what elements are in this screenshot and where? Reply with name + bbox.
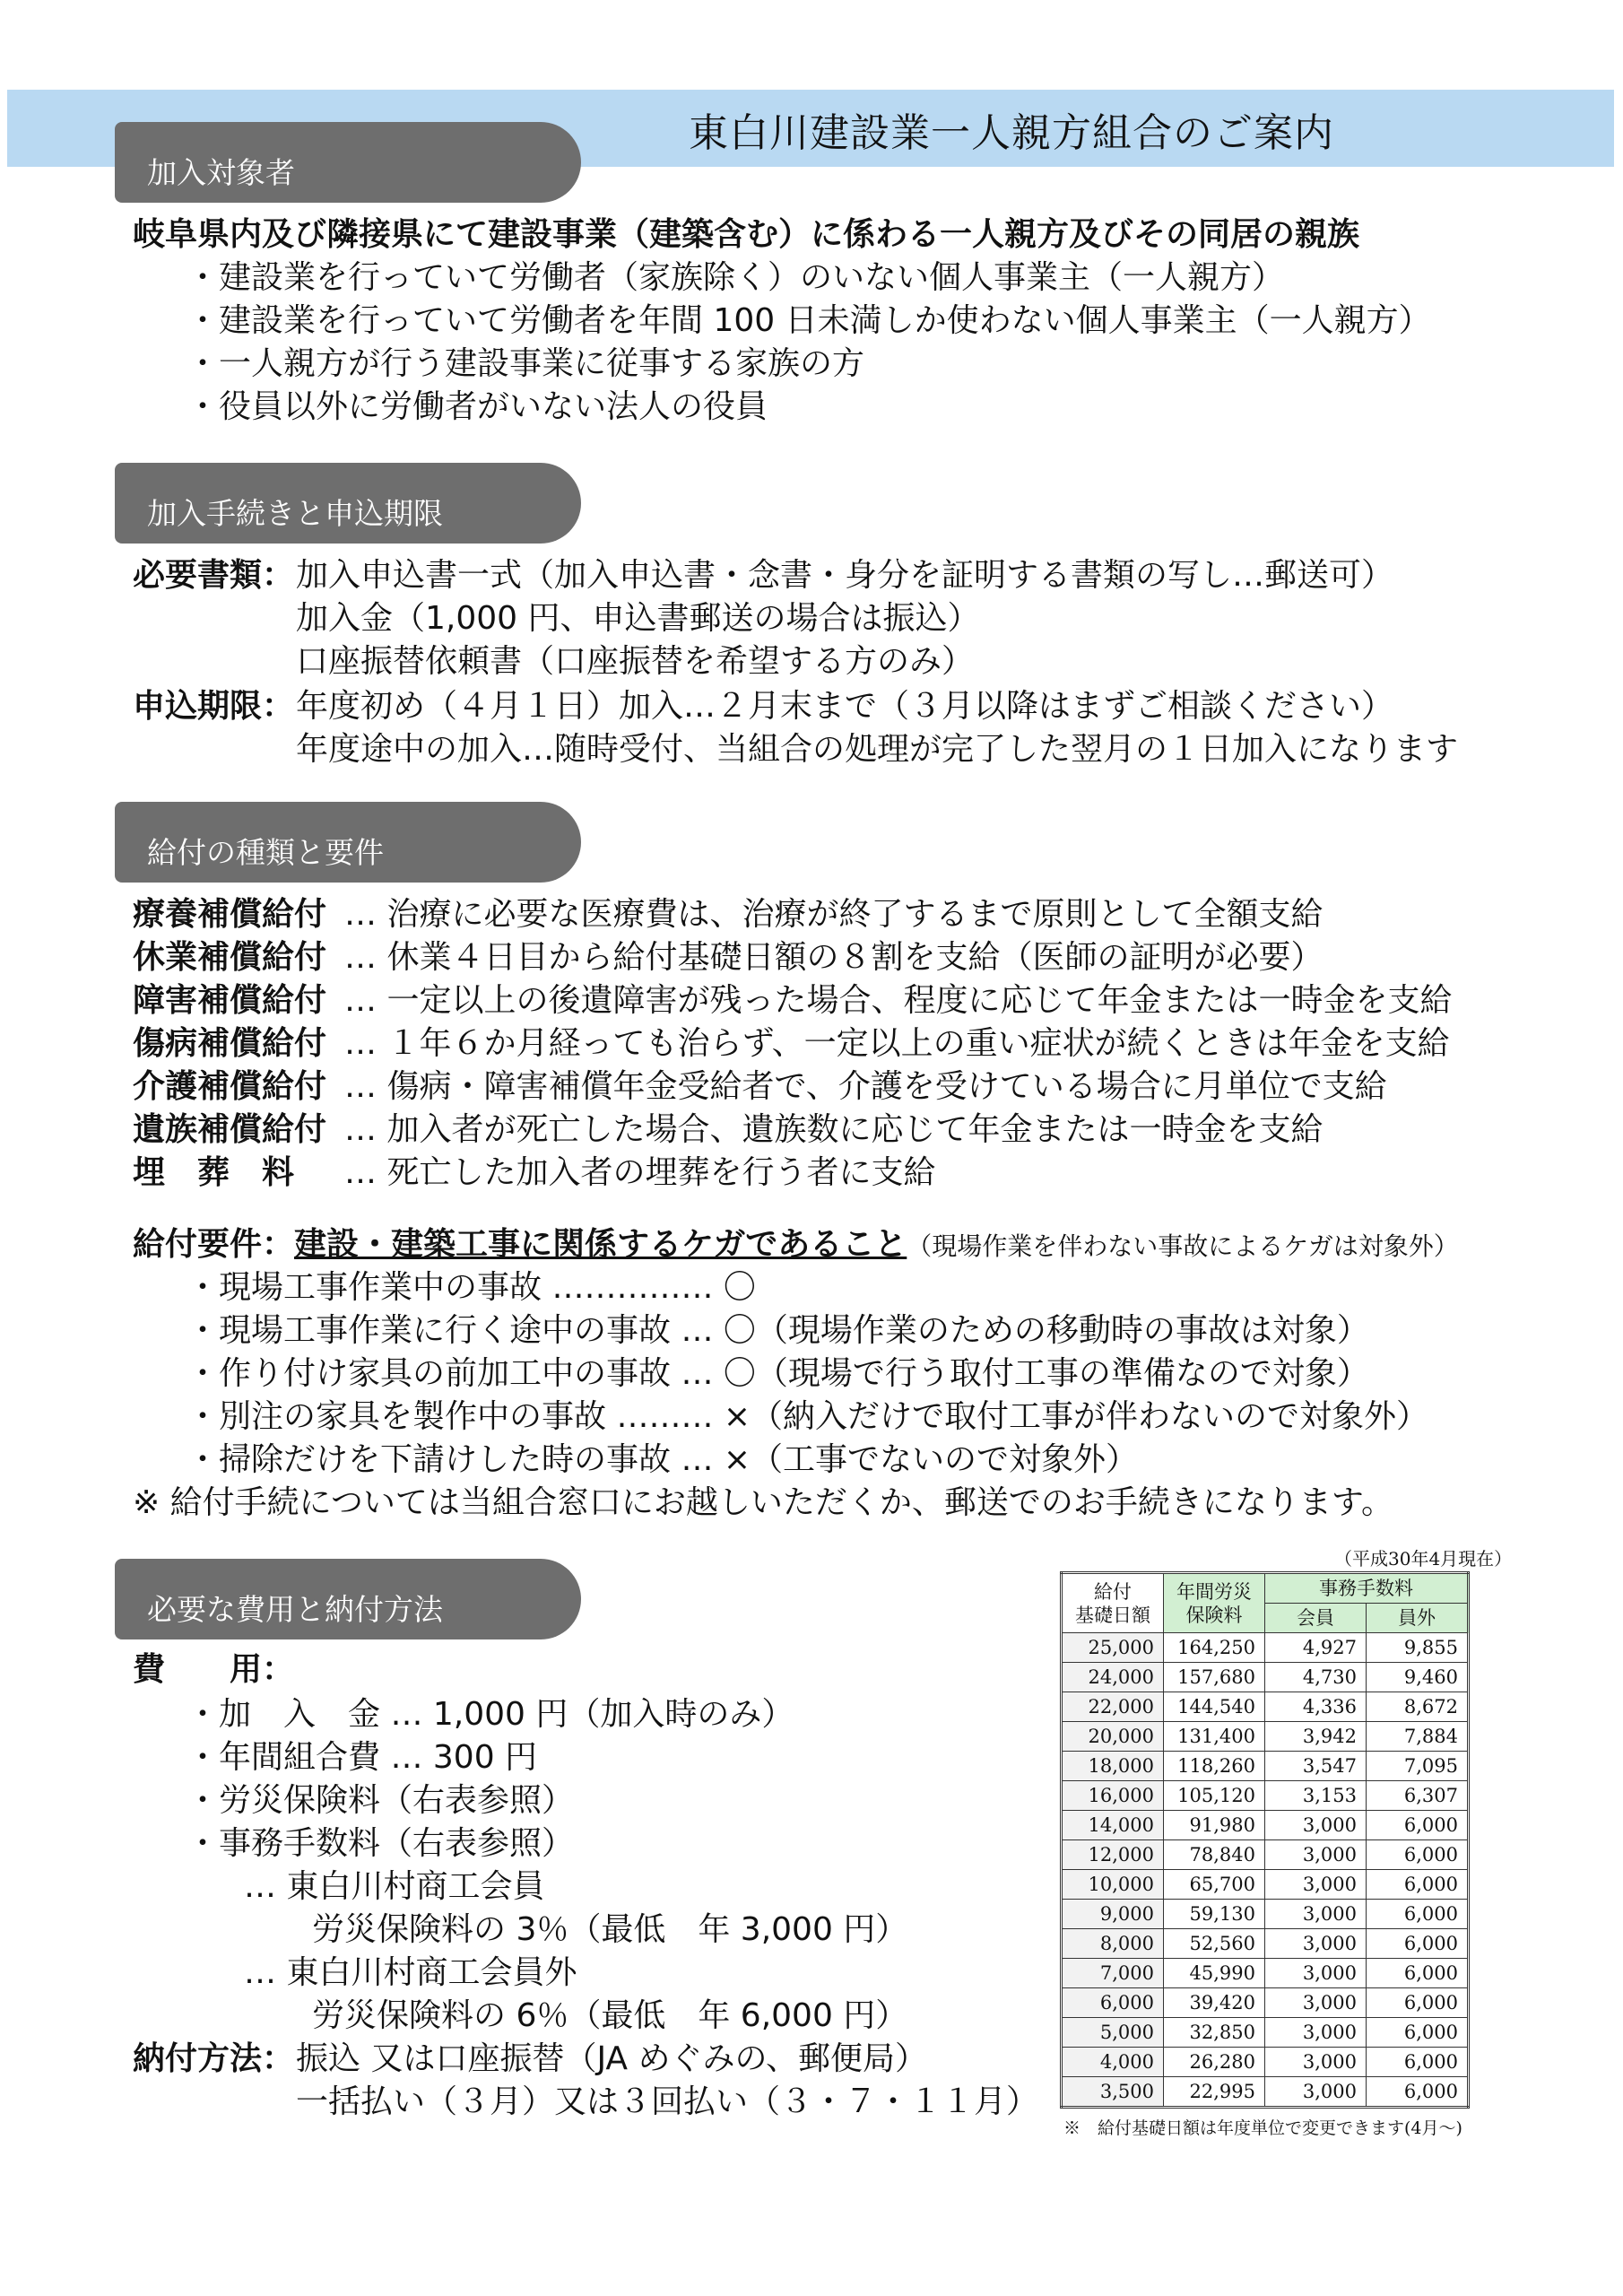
benefit-name: 介護補償給付 xyxy=(133,1068,327,1105)
section-heading-benefits: 給付の種類と要件 xyxy=(115,802,581,883)
table-footnote: ※ 給付基礎日額は年度単位で変更できます(4月～) xyxy=(1063,2118,1462,2138)
table-cell: 78,840 xyxy=(1164,1840,1265,1870)
eligibility-item: ・一人親方が行う建設事業に従事する家族の方 xyxy=(187,345,865,382)
table-row xyxy=(1062,2077,1469,2108)
page-title: 東白川建設業一人親方組合のご案内 xyxy=(689,110,1334,156)
table-row xyxy=(1062,1752,1469,1781)
cost-item: ・労災保険料（右表参照） xyxy=(187,1782,575,1819)
benefit-footnote: ※ 給付手続については当組合窓口にお越しいただくか、郵送でのお手続きになります。 xyxy=(133,1484,1394,1521)
table-cell: 6,000 xyxy=(1367,2048,1469,2077)
table-cell: 6,000 xyxy=(1367,1870,1469,1900)
member-rate: 労災保険料の 3％（最低 年 3,000 円） xyxy=(312,1911,908,1948)
benefit-desc: … 休業４日目から給付基礎日額の８割を支給（医師の証明が必要） xyxy=(344,939,1324,976)
benefit-desc: … 死亡した加入者の埋葬を行う者に支給 xyxy=(344,1154,936,1191)
cost-item: ・事務手数料（右表参照） xyxy=(187,1825,575,1862)
fee-table-body xyxy=(1062,1633,1469,2108)
table-cell: 6,000 xyxy=(1062,1988,1164,2018)
cost-item: ・加 入 金 … 1,000 円（加入時のみ） xyxy=(187,1696,794,1733)
table-cell: 8,672 xyxy=(1367,1692,1469,1722)
table-row xyxy=(1062,2048,1469,2077)
table-cell: 52,560 xyxy=(1164,1929,1265,1959)
table-cell: 91,980 xyxy=(1164,1811,1265,1840)
table-row xyxy=(1062,1692,1469,1722)
benefit-name: 休業補償給付 xyxy=(133,939,327,976)
eligibility-item: ・建設業を行っていて労働者を年間 100 日未満しか使わない個人事業主（一人親方） xyxy=(187,302,1431,339)
section-heading-procedure: 加入手続きと申込期限 xyxy=(115,463,581,544)
table-cell: 9,460 xyxy=(1367,1663,1469,1692)
table-cell: 18,000 xyxy=(1062,1752,1164,1781)
table-row xyxy=(1062,1900,1469,1929)
benefit-desc: … １年６か月経っても治らず、一定以上の重い症状が続くときは年金を支給 xyxy=(344,1025,1450,1062)
table-cell: 131,400 xyxy=(1164,1722,1265,1752)
fee-table xyxy=(1060,1571,1470,2109)
table-cell: 118,260 xyxy=(1164,1752,1265,1781)
doc-line: 加入申込書一式（加入申込書・念書・身分を証明する書類の写し…郵送可） xyxy=(296,557,1394,594)
table-cell: 26,280 xyxy=(1164,2048,1265,2077)
table-cell: 6,000 xyxy=(1367,1959,1469,1988)
table-cell: 4,336 xyxy=(1265,1692,1367,1722)
table-cell: 7,884 xyxy=(1367,1722,1469,1752)
table-cell: 8,000 xyxy=(1062,1929,1164,1959)
header-member: 会員 xyxy=(1265,1604,1367,1633)
requirement-example: ・現場工事作業中の事故 …………… 〇 xyxy=(187,1269,756,1306)
nonmember-rate: 労災保険料の 6％（最低 年 6,000 円） xyxy=(312,1997,908,2034)
table-cell: 14,000 xyxy=(1062,1811,1164,1840)
requirement-label: 給付要件： xyxy=(133,1226,295,1263)
section-heading-costs: 必要な費用と納付方法 xyxy=(115,1559,581,1639)
table-cell: 3,000 xyxy=(1265,1840,1367,1870)
table-row xyxy=(1062,1929,1469,1959)
table-row xyxy=(1062,1988,1469,2018)
requirement-note: （現場作業を伴わない事故によるケガは対象外） xyxy=(907,1231,1459,1261)
table-row xyxy=(1062,2018,1469,2048)
table-cell: 6,000 xyxy=(1367,1900,1469,1929)
table-cell: 3,000 xyxy=(1265,2018,1367,2048)
deadline-label: 申込期限： xyxy=(133,688,295,725)
table-cell: 10,000 xyxy=(1062,1870,1164,1900)
doc-line: 加入金（1,000 円、申込書郵送の場合は振込） xyxy=(296,600,980,637)
table-cell: 5,000 xyxy=(1062,2018,1164,2048)
table-cell: 3,000 xyxy=(1265,1900,1367,1929)
table-cell: 6,000 xyxy=(1367,2018,1469,2048)
table-cell: 7,000 xyxy=(1062,1959,1164,1988)
payment-line: 一括払い（３月）又は３回払い（３・７・１１月） xyxy=(296,2083,1039,2120)
table-cell: 39,420 xyxy=(1164,1988,1265,2018)
requirement-example: ・現場工事作業に行く途中の事故 … 〇（現場作業のための移動時の事故は対象） xyxy=(187,1312,1369,1349)
payment-line: 振込 又は口座振替（JA めぐみの、郵便局） xyxy=(296,2040,928,2077)
table-cell: 3,547 xyxy=(1265,1752,1367,1781)
table-cell: 20,000 xyxy=(1062,1722,1164,1752)
benefit-name: 遺族補償給付 xyxy=(133,1111,327,1148)
table-row xyxy=(1062,1811,1469,1840)
benefit-desc: … 傷病・障害補償年金受給者で、介護を受けている場合に月単位で支給 xyxy=(344,1068,1387,1105)
member-label: … 東白川村商工会員 xyxy=(244,1868,545,1905)
table-row xyxy=(1062,1633,1469,1663)
requirement-example: ・別注の家具を製作中の事故 ……… ×（納入だけで取付工事が伴わないので対象外） xyxy=(187,1398,1429,1435)
doc-line: 口座振替依頼書（口座振替を希望する方のみ） xyxy=(296,643,975,680)
benefit-desc: … 治療に必要な医療費は、治療が終了するまで原則として全額支給 xyxy=(344,896,1324,933)
deadline-line: 年度初め（４月１日）加入…２月末まで（３月以降はまずご相談ください） xyxy=(296,688,1394,725)
table-cell: 9,855 xyxy=(1367,1633,1469,1663)
table-cell: 59,130 xyxy=(1164,1900,1265,1929)
table-row xyxy=(1062,1722,1469,1752)
header-admin-fee: 事務手数料 xyxy=(1265,1573,1469,1604)
section-heading-eligibility: 加入対象者 xyxy=(115,122,581,203)
eligibility-lead: 岐阜県内及び隣接県にて建設事業（建築含む）に係わる一人親方及びその同居の親族 xyxy=(133,216,1360,253)
requirement-main: 建設・建築工事に関係するケガであること xyxy=(294,1226,907,1263)
table-row xyxy=(1062,1663,1469,1692)
benefit-desc: … 一定以上の後遺障害が残った場合、程度に応じて年金または一時金を支給 xyxy=(344,982,1453,1019)
table-cell: 3,000 xyxy=(1265,1811,1367,1840)
requirement-example: ・掃除だけを下請けした時の事故 … ×（工事でないので対象外） xyxy=(187,1441,1139,1478)
docs-label: 必要書類： xyxy=(133,557,295,594)
nonmember-label: … 東白川村商工会員外 xyxy=(244,1954,577,1991)
table-row xyxy=(1062,1840,1469,1870)
table-cell: 22,000 xyxy=(1062,1692,1164,1722)
header-annual-premium: 年間労災 保険料 xyxy=(1164,1573,1265,1633)
table-cell: 164,250 xyxy=(1164,1633,1265,1663)
table-cell: 6,000 xyxy=(1367,2077,1469,2108)
requirement-example: ・作り付け家具の前加工中の事故 … 〇（現場で行う取付工事の準備なので対象） xyxy=(187,1355,1369,1392)
table-row xyxy=(1062,1781,1469,1811)
table-cell: 6,000 xyxy=(1367,1840,1469,1870)
table-cell: 9,000 xyxy=(1062,1900,1164,1929)
benefit-name: 埋 葬 料 xyxy=(133,1154,295,1191)
header-base-daily-amount: 給付 基礎日額 xyxy=(1062,1573,1164,1633)
table-cell: 22,995 xyxy=(1164,2077,1265,2108)
table-cell: 25,000 xyxy=(1062,1633,1164,1663)
table-cell: 12,000 xyxy=(1062,1840,1164,1870)
table-cell: 65,700 xyxy=(1164,1870,1265,1900)
table-cell: 3,000 xyxy=(1265,2048,1367,2077)
table-as-of: （平成30年4月現在） xyxy=(1334,1548,1513,1570)
requirement-line xyxy=(133,1225,1459,1266)
eligibility-item: ・建設業を行っていて労働者（家族除く）のいない個人事業主（一人親方） xyxy=(187,259,1285,296)
table-cell: 6,307 xyxy=(1367,1781,1469,1811)
table-cell: 6,000 xyxy=(1367,1929,1469,1959)
benefit-name: 障害補償給付 xyxy=(133,982,327,1019)
benefit-name: 療養補償給付 xyxy=(133,896,327,933)
table-cell: 3,942 xyxy=(1265,1722,1367,1752)
table-row xyxy=(1062,1870,1469,1900)
table-cell: 3,000 xyxy=(1265,1988,1367,2018)
benefit-desc: … 加入者が死亡した場合、遺族数に応じて年金または一時金を支給 xyxy=(344,1111,1324,1148)
table-cell: 144,540 xyxy=(1164,1692,1265,1722)
table-cell: 32,850 xyxy=(1164,2018,1265,2048)
table-cell: 4,000 xyxy=(1062,2048,1164,2077)
table-cell: 16,000 xyxy=(1062,1781,1164,1811)
table-cell: 3,153 xyxy=(1265,1781,1367,1811)
table-cell: 6,000 xyxy=(1367,1811,1469,1840)
costs-label: 費 用： xyxy=(133,1651,295,1688)
table-cell: 3,000 xyxy=(1265,1929,1367,1959)
cost-item: ・年間組合費 … 300 円 xyxy=(187,1739,538,1776)
benefit-name: 傷病補償給付 xyxy=(133,1025,327,1062)
table-cell: 4,927 xyxy=(1265,1633,1367,1663)
table-cell: 7,095 xyxy=(1367,1752,1469,1781)
deadline-line: 年度途中の加入…随時受付、当組合の処理が完了した翌月の１日加入になります xyxy=(296,731,1459,768)
table-cell: 6,000 xyxy=(1367,1988,1469,2018)
eligibility-item: ・役員以外に労働者がいない法人の役員 xyxy=(187,388,768,425)
table-cell: 3,000 xyxy=(1265,2077,1367,2108)
table-cell: 45,990 xyxy=(1164,1959,1265,1988)
table-cell: 24,000 xyxy=(1062,1663,1164,1692)
table-cell: 4,730 xyxy=(1265,1663,1367,1692)
table-cell: 3,000 xyxy=(1265,1959,1367,1988)
table-cell: 3,000 xyxy=(1265,1870,1367,1900)
payment-label: 納付方法： xyxy=(133,2040,295,2077)
table-row xyxy=(1062,1959,1469,1988)
header-nonmember: 員外 xyxy=(1367,1604,1469,1633)
table-cell: 157,680 xyxy=(1164,1663,1265,1692)
table-cell: 105,120 xyxy=(1164,1781,1265,1811)
table-cell: 3,500 xyxy=(1062,2077,1164,2108)
